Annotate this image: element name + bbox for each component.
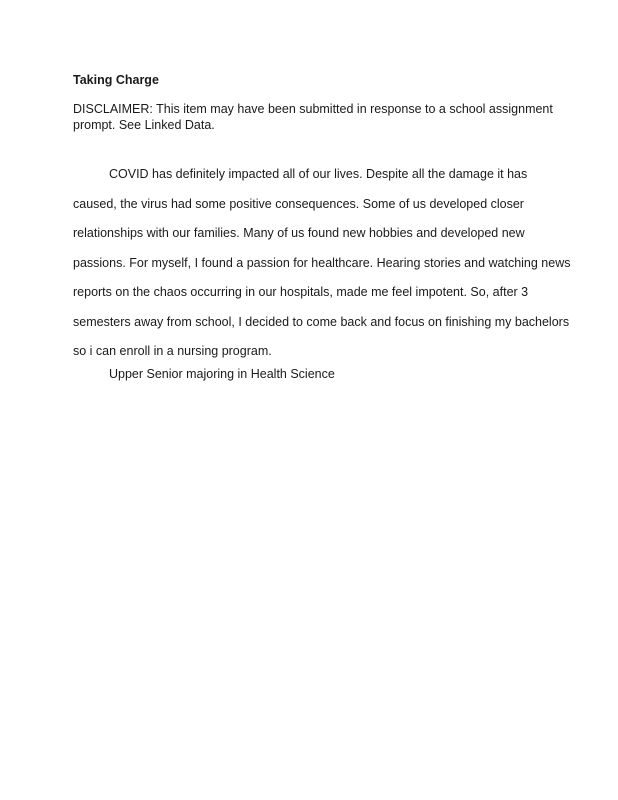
paragraph-line: passions. For myself, I found a passion for healthcare. Hearing stories and watching news	[73, 255, 571, 270]
author-description: Upper Senior majoring in Health Science	[109, 367, 335, 381]
paragraph-line: caused, the virus had some positive consequences. Some of us developed closer	[73, 196, 524, 211]
paragraph-line: relationships with our families. Many of us found new hobbies and developed new	[73, 226, 525, 240]
document-title: Taking Charge	[73, 73, 159, 87]
disclaimer-text: DISCLAIMER: This item may have been submitted in response to a school assignment prompt. See Linked Data.	[73, 102, 553, 132]
essay-paragraph	[73, 160, 571, 367]
paragraph-line: so i can enroll in a nursing program.	[73, 344, 272, 358]
paragraph-line: semesters away from school, I decided to come back and focus on finishing my bachelors	[73, 314, 570, 329]
paragraph-line: reports on the chaos occurring in our hospitals, made me feel impotent. So, after 3	[73, 285, 529, 299]
paragraph-line: COVID has definitely impacted all of our lives. Despite all the damage it has	[109, 167, 528, 181]
